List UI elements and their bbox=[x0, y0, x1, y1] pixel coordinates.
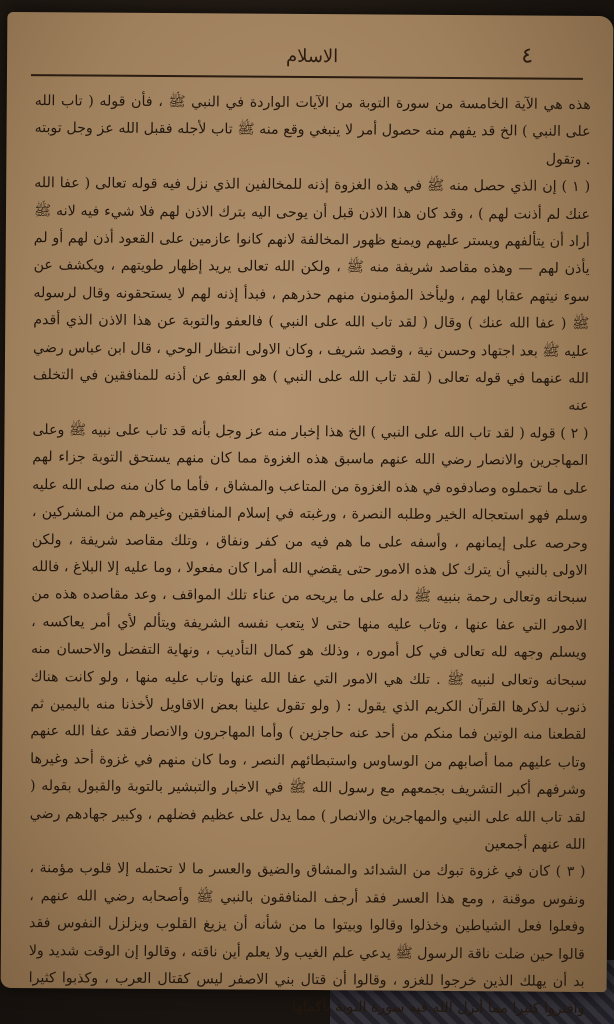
paragraph-intro: هذه هي الآية الخامسة من سورة التوبة من الآيات الواردة في النبي ﷺ ، فأن قوله ( تاب الله على النبي ) الخ قد يفهم منه حصول أمر لا ينبغي وقع منه ﷺ تاب لأجله فقبل الله عز وجل توبته . وتقول bbox=[34, 93, 591, 168]
page-number: ٤ bbox=[521, 43, 534, 69]
paragraph-note-1: ( ١ ) إن الذي حصل منه ﷺ في هذه الغزوة إذنه للمخالفين الذي نزل فيه قوله تعالى ( عفا الله عنك لم أذنت لهم ) ، وقد كان هذا الاذن قبل أن يوحى اليه بترك الاذن لهم فلا شيء فيه لانه ﷺ أراد أن يتألفهم ويستر عليهم ويمنع ظهور المخالفة لانهم كانوا عازمين على القعود أذن لهم أو لم يأذن لهم — وهذه مقاصد شريفة منه ﷺ ، ولكن الله تعالى يريد إظهار طويتهم ، ويكشف عن سوء نيتهم عقابا لهم ، وليأخذ المؤمنون منهم حذرهم ، فبدأ إذنه لهم لا يستحقونه وقال لرسوله ﷺ ( عفا الله عنك ) وقال ( لقد تاب الله على النبي ) فالعفو والتوبة عن هذا الاذن الذي أقدم عليه ﷺ بعد اجتهاد وحسن نية ، وقصد شريف ، وكان الاولى انتظار الوحي ، قال ابن عباس رضي الله عنهما في قوله تعالى ( لقد تاب الله على النبي ) هو العفو عن أذنه للمنافقين في التخلف عنه bbox=[32, 175, 591, 415]
paragraph-note-3: ( ٣ ) كان في غزوة تبوك من الشدائد والمشاق والضيق والعسر ما لا تحتمله إلا قلوب مؤمنة ، ونفوس موقنة ، ومع هذا العسر فقد أرجف المنافقون بالنبي ﷺ وأصحابه رضي الله عنهم ، وفعلوا فعل الشياطين وخذلوا وقالوا وبيتوا ما من شأنه أن يزيغ القلوب ويزلزل النفوس فقد قالوا حين ضلت ناقة الرسول ﷺ يدعي علم الغيب ولا يعلم أين ناقته ، وقالوا إن الوقت شديد ولا بد أن يهلك الذين خرجوا للغزو ، وقالوا أن قتال بني الاصفر ليس كقتال العرب ، وكذبوا كثيرا وافتروا كثيرا مما أنزل الله فيه سورة التوبة بأكملها bbox=[28, 860, 586, 1018]
page-title: الاسلام bbox=[285, 45, 339, 68]
paragraph-note-2: ( ٢ ) قوله ( لقد تاب الله على النبي ) الخ هذا إخبار منه عز وجل بأنه قد تاب على نبيه ﷺ وعلى المهاجرين والانصار رضي الله عنهم ماسبق هذه الغزوة مما كان منهم يستحق التوبة جزاء لهم على ما تحملوه وصادفوه في هذه الغزوة من المتاعب والمشاق ، فأما ما كان منه صلى الله عليه وسلم فهو استعجاله الخير وطلبه النصرة ، ورغبته في إسلام المنافقين وغيرهم من المشركين ، وحرصه على إيمانهم ، وأسفه على ما هم فيه من كفر ونفاق ، وتلك مقاصد شريفة ، ولكن الاولى بالنبي أن يترك كل هذه الامور حتى يقضي الله أمرا كان مفعولا ، وما عليه إلا البلاغ ، فالله سبحانه وتعالى رحمة بنبيه ﷺ دله على ما يريحه من عناء تلك المواقف ، وعد مقاصده هذه من الامور التي عفا عنها ، وتاب عليه منها حتى لا يتعب نفسه الشريفة ويتألم لأي أمر يعاكسه ، ويسلم وجهه لله تعالى في كل أموره ، وذلك هو كمال التأديب ، ونهاية التفضل والاحسان منه سبحانه وتعالى لنبيه ﷺ . تلك هي الامور التي عفا الله عنها وتاب عليه منها ، ولو كانت هناك ذنوب لذكرها القرآن الكريم الذي يقول : ( ولو تقول علينا بعض الاقاويل لأخذنا منه باليمين ثم لقطعنا منه الوتين فما منكم من أحد عنه حاجزين ) وأما المهاجرون والانصار فقد عفا الله عنهم وتاب عليهم مما أصابهم من الوساوس واستبطائهم النصر ، وما كان منهم في غزوة أحد وغيرها وشرفهم أكبر التشريف بجمعهم مع رسول الله ﷺ في الاخبار والتبشير بالتوبة والقبول بقوله ( لقد تاب الله على النبي والمهاجرين والانصار ) مما يدل على عظيم فضلهم ، وكبير جهادهم رضي الله عنهم أجمعين bbox=[29, 421, 589, 853]
book-page bbox=[1, 12, 614, 1018]
page-body bbox=[28, 88, 591, 1018]
